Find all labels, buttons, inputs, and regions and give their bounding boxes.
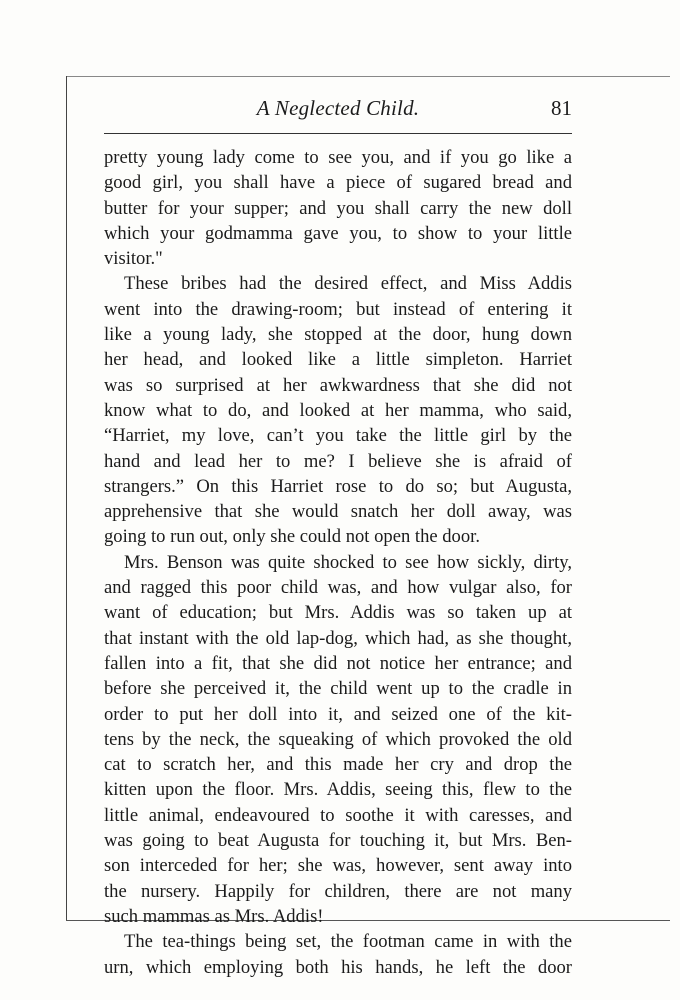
text-line: was going to beat Augusta for touching it, but Mrs. Ben-	[104, 830, 572, 852]
text-line: was so surprised at her awkwardness that she did not	[104, 374, 572, 396]
text-line: want of education; but Mrs. Addis was so taken up at	[104, 602, 572, 624]
text-line: urn, which employing both his hands, he left the door	[104, 956, 572, 978]
text-line: cat to scratch her, and this made her cry and drop the	[104, 754, 572, 776]
running-header	[104, 96, 572, 126]
text-line: such mammas as Mrs. Addis!	[104, 905, 324, 927]
text-line: kitten upon the floor. Mrs. Addis, seeing this, flew to the	[104, 779, 572, 801]
page-number: 81	[551, 96, 572, 120]
text-line: going to run out, only she could not open the door.	[104, 526, 480, 548]
text-line: tens by the neck, the squeaking of which provoked the old	[104, 728, 572, 750]
text-line: apprehensive that she would snatch her doll away, was	[104, 501, 572, 523]
text-line: good girl, you shall have a piece of sugared bread and	[104, 172, 572, 194]
text-line: went into the drawing-room; but instead of entering it	[104, 298, 572, 320]
text-line: “Harriet, my love, can’t you take the little girl by the	[104, 425, 572, 447]
text-line: like a young lady, she stopped at the door, hung down	[104, 324, 572, 346]
text-line: Mrs. Benson was quite shocked to see how sickly, dirty,	[124, 551, 572, 573]
text-line: that instant with the old lap-dog, which had, as she thought,	[104, 627, 572, 649]
text-line: pretty young lady come to see you, and if you go like a	[104, 147, 572, 168]
page-border-left	[66, 76, 67, 920]
text-line: know what to do, and looked at her mamma, who said,	[104, 399, 572, 421]
text-line: visitor."	[104, 248, 163, 270]
text-line: her head, and looked like a little simpleton. Harriet	[104, 349, 572, 371]
body-text	[104, 145, 572, 980]
text-line: and ragged this poor child was, and how vulgar also, for	[104, 577, 572, 599]
text-line: hand and lead her to me? I believe she is afraid of	[104, 450, 572, 472]
text-line: order to put her doll into it, and seized one of the kit-	[104, 703, 572, 725]
page-border-top	[66, 76, 670, 77]
text-line: son interceded for her; she was, however, sent away into	[104, 855, 572, 877]
text-line: which your godmamma gave you, to show to your little	[104, 222, 572, 244]
text-line: fallen into a fit, that she did not notice her entrance; and	[104, 652, 572, 674]
text-line: butter for your supper; and you shall carry the new doll	[104, 197, 572, 219]
text-line: The tea-things being set, the footman came in with the	[124, 931, 572, 953]
running-title: A Neglected Child.	[256, 96, 420, 120]
text-line: These bribes had the desired effect, and Miss Addis	[124, 273, 572, 295]
text-line: little animal, endeavoured to soothe it with caresses, and	[104, 804, 572, 826]
header-rule	[104, 133, 572, 134]
text-line: before she perceived it, the child went up to the cradle in	[104, 678, 572, 700]
text-line: strangers.” On this Harriet rose to do so; but Augusta,	[104, 475, 572, 497]
text-line: the nursery. Happily for children, there are not many	[104, 880, 572, 902]
